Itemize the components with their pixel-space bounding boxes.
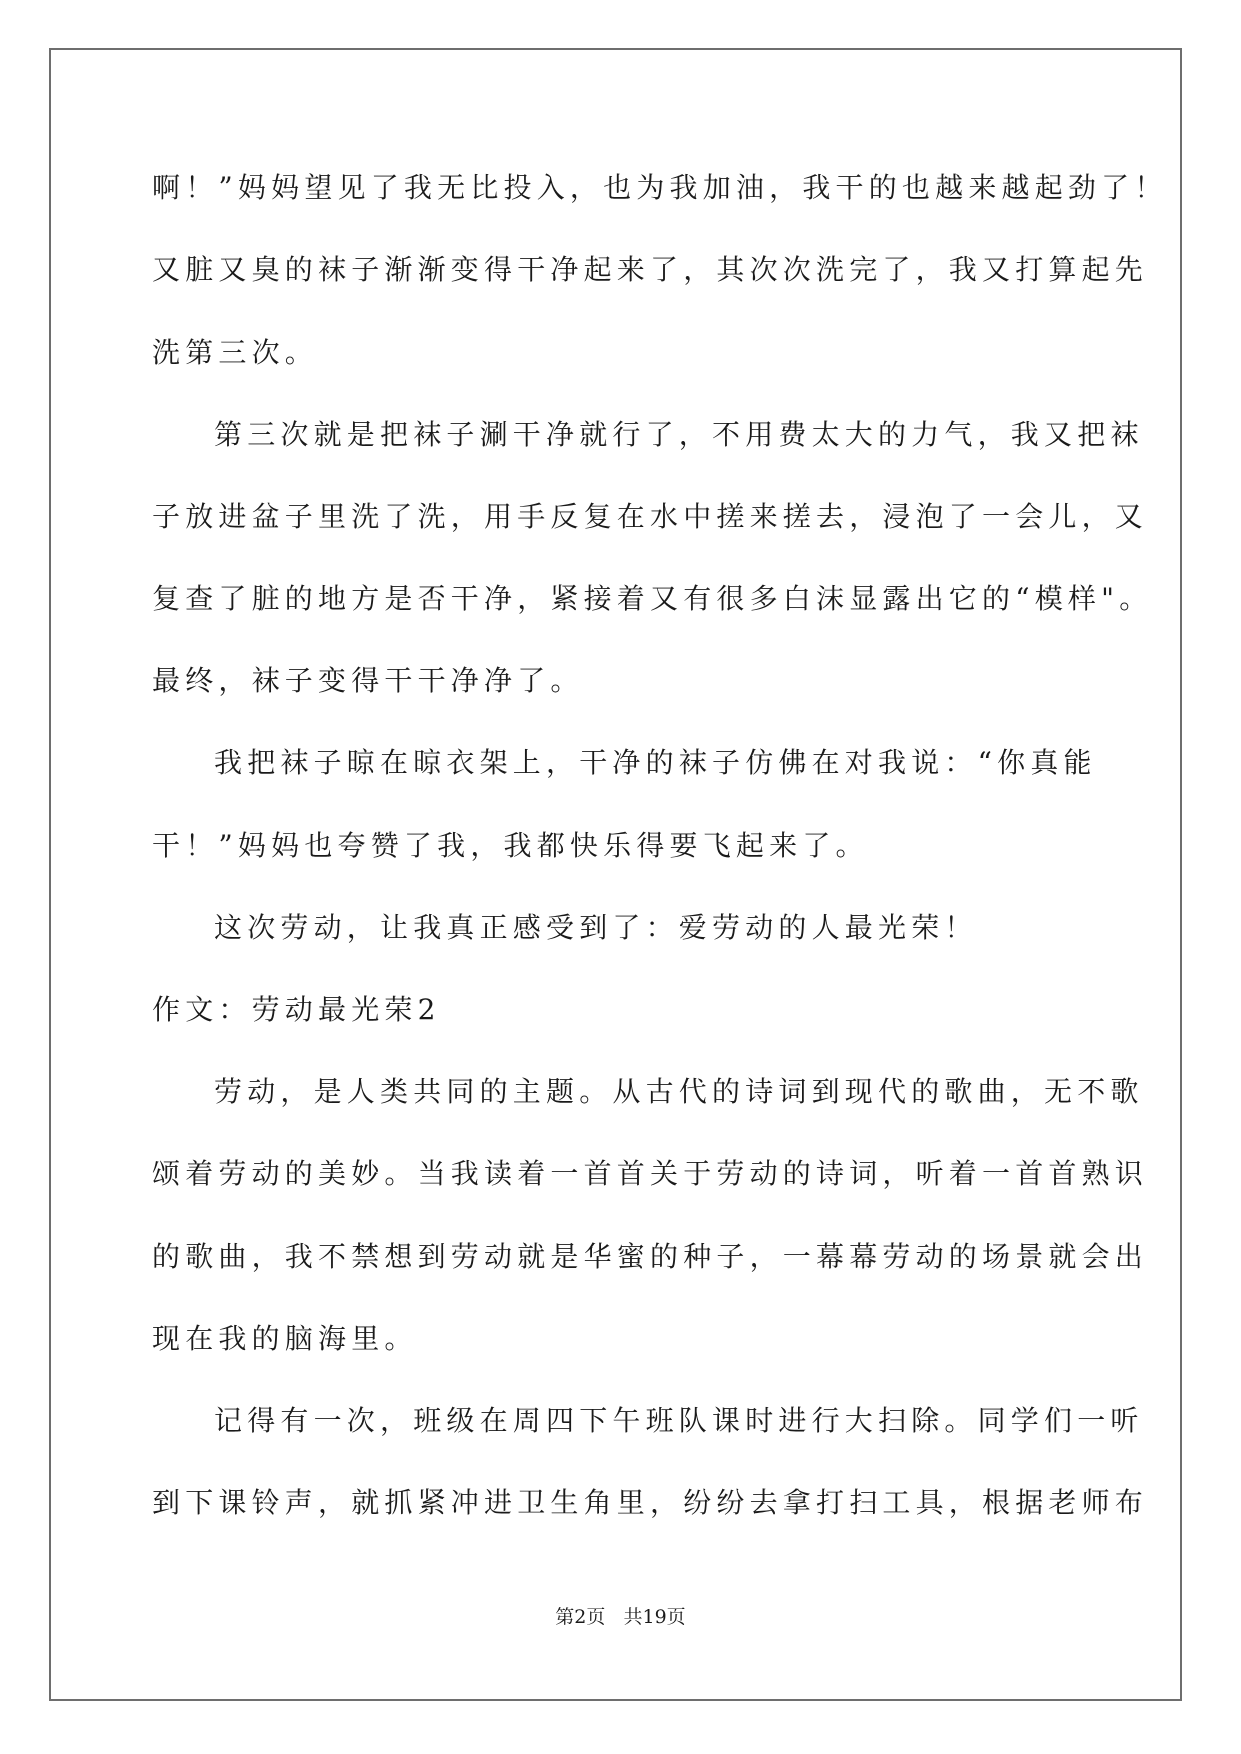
text-line: 最终，袜子变得干干净净了。	[152, 664, 584, 697]
text-line: 的歌曲，我不禁想到劳动就是华蜜的种子，一幕幕劳动的场景就会出	[152, 1240, 1149, 1273]
paragraph-first-line: 我把袜子晾在晾衣架上，干净的袜子仿佛在对我说：“你真能	[214, 746, 1097, 779]
page-border	[49, 48, 1182, 1701]
paragraph-first-line: 劳动，是人类共同的主题。从古代的诗词到现代的歌曲，无不歌	[214, 1075, 1144, 1108]
paragraph-first-line: 记得有一次，班级在周四下午班队课时进行大扫除。同学们一听	[214, 1404, 1144, 1437]
text-line: 子放进盆子里洗了洗，用手反复在水中搓来搓去，浸泡了一会儿，又	[152, 500, 1149, 533]
text-line: 啊！”妈妈望见了我无比投入，也为我加油，我干的也越来越起劲了！	[152, 171, 1168, 204]
text-line: 又脏又臭的袜子渐渐变得干净起来了，其次次洗完了，我又打算起先	[152, 253, 1149, 286]
page-number-footer: 第2页 共19页	[555, 1606, 686, 1628]
text-line: 洗第三次。	[152, 336, 319, 369]
text-line: 干！”妈妈也夸赞了我，我都快乐得要飞起来了。	[152, 829, 869, 862]
paragraph-first-line: 第三次就是把袜子涮干净就行了，不用费太大的力气，我又把袜	[214, 418, 1144, 451]
text-line: 现在我的脑海里。	[152, 1322, 418, 1355]
text-line: 到下课铃声，就抓紧冲进卫生角里，纷纷去拿打扫工具，根据老师布	[152, 1486, 1149, 1519]
paragraph-first-line: 这次劳动，让我真正感受到了：爱劳动的人最光荣！	[214, 911, 978, 944]
section-heading: 作文：劳动最光荣2	[152, 993, 441, 1026]
text-line: 复查了脏的地方是否干净，紧接着又有很多白沫显露出它的“模样"。	[152, 582, 1153, 615]
text-line: 颂着劳动的美妙。当我读着一首首关于劳动的诗词，听着一首首熟识	[152, 1157, 1149, 1190]
